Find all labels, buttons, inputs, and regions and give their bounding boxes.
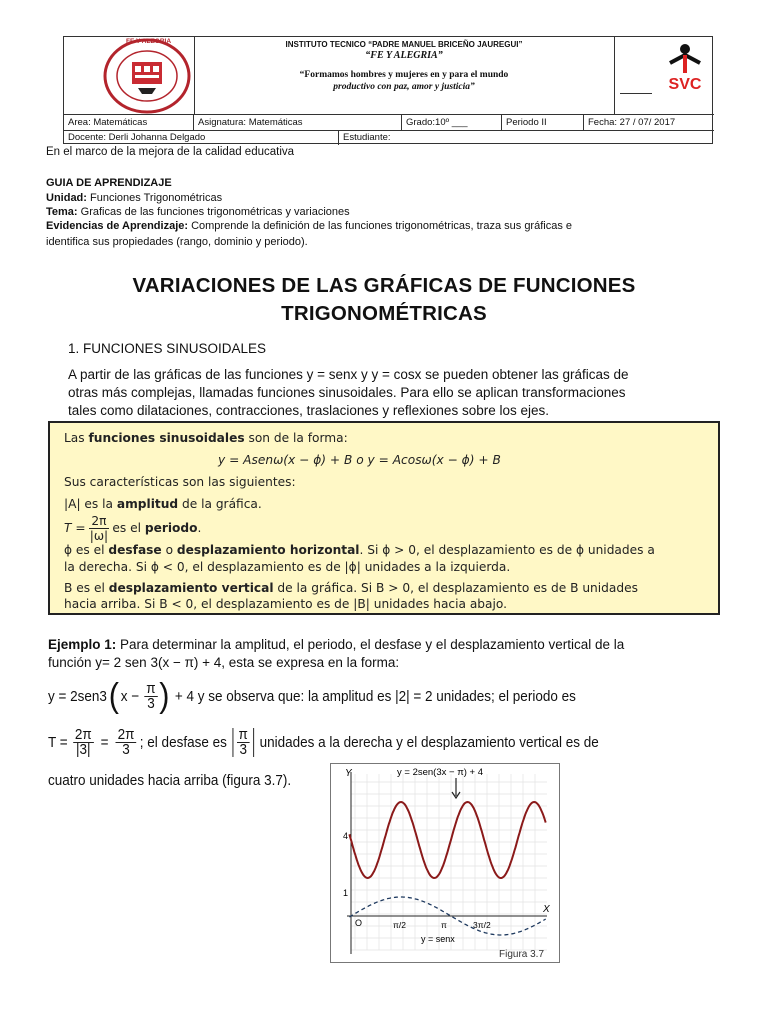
- example-line-2: función y= 2 sen 3(x − π) + 4, esta se expresa en la forma:: [48, 655, 400, 670]
- periodo-cell: Periodo II: [502, 115, 584, 131]
- header-row-1: [64, 114, 714, 131]
- evidencias-line-2: identifica sus propiedades (rango, dominio y periodo).: [46, 236, 308, 248]
- box-l5c: periodo: [144, 521, 198, 535]
- definition-box: [48, 421, 720, 615]
- header-row-2: [64, 130, 714, 145]
- estudiante-cell: Estudiante:: [343, 132, 391, 143]
- box-l4a: |A| es la: [64, 497, 117, 511]
- box-l5b: es el: [112, 521, 145, 535]
- example-text-1: Para determinar la amplitud, el periodo, el desfase y el desplazamiento vertical de la: [116, 637, 625, 652]
- eq1-den: 3: [147, 694, 155, 712]
- header-table: [63, 36, 713, 144]
- eq1-num: π: [146, 679, 156, 697]
- figure-grid: [351, 774, 547, 950]
- equation-line-3: cuatro unidades hacia arriba (figura 3.7).: [48, 772, 292, 789]
- box-l1a: Las: [64, 431, 89, 445]
- eq2-eq: =: [100, 733, 109, 751]
- box-line-4: [64, 497, 262, 511]
- figure-3-7: [330, 763, 560, 963]
- docente-cell: Docente: Derli Johanna Delgado: [64, 131, 339, 145]
- guide-title: GUIA DE APRENDIZAJE: [46, 177, 172, 189]
- box-l5d: .: [197, 521, 202, 535]
- example-label: Ejemplo 1:: [48, 637, 117, 652]
- paren-close: ): [159, 677, 170, 715]
- tema-label: Tema:: [46, 206, 78, 218]
- paren-open: (: [108, 677, 119, 715]
- box-l8a: B es el: [64, 581, 109, 595]
- blank-line: [620, 93, 652, 94]
- eq1a: y = 2sen3: [48, 687, 107, 705]
- senx-label: y = senx: [421, 934, 455, 944]
- x-axis-label: X: [543, 904, 550, 915]
- box-l6b: desfase: [108, 543, 162, 557]
- eq2-den3: 3: [239, 740, 247, 758]
- intro-line: En el marco de la mejora de la calidad educativa: [46, 146, 295, 158]
- tick-pi-half: π/2: [393, 920, 406, 930]
- box-l4c: de la gráfica.: [178, 497, 262, 511]
- period-den: |ω|: [89, 529, 109, 543]
- eq2-num1: 2π: [74, 725, 92, 743]
- phrase-line-2: productivo con paz, amor y justicia”: [333, 82, 475, 92]
- eq1-fraction: [145, 679, 158, 712]
- eq2a: T =: [48, 733, 68, 751]
- header-right-cell: [614, 37, 714, 114]
- period-num: 2π: [91, 514, 107, 528]
- box-l6e: . Si ϕ > 0, el desplazamiento es de ϕ unidades a: [359, 543, 655, 557]
- box-l8c: de la gráfica. Si B > 0, el desplazamiento es de B unidades: [273, 581, 638, 595]
- unidad-label: Unidad:: [46, 192, 87, 204]
- box-formula: y = Asenω(x − ϕ) + B o y = Acosω(x − ϕ) + B: [218, 453, 501, 467]
- area-cell: Area: Matemáticas: [64, 115, 194, 131]
- fecha-cell: Fecha: 27 / 07/ 2017: [588, 117, 676, 128]
- eq2-fraction-2: [116, 725, 136, 758]
- main-title: [30, 272, 738, 328]
- grado-cell: Grado:10º ___: [402, 115, 502, 131]
- period-fraction: [89, 514, 108, 543]
- tick-origin: O: [355, 918, 363, 928]
- box-l6d: desplazamiento horizontal: [176, 543, 360, 557]
- eq2-den1: |3|: [75, 740, 91, 758]
- eq1c: + 4 y se observa que: la amplitud es |2| = 2 unidades; el periodo es: [174, 687, 576, 705]
- box-l6a: ϕ es el: [64, 543, 109, 557]
- tick-4: 4: [343, 831, 349, 841]
- eq2-den2: 3: [122, 740, 130, 758]
- abs-bars: [232, 725, 254, 758]
- institute-name: INSTITUTO TECNICO “PADRE MANUEL BRICEÑO JAUREGUI”: [285, 40, 523, 49]
- box-line-9: hacia arriba. Si B < 0, el desplazamiento es de |B| unidades hacia abajo.: [64, 597, 508, 611]
- box-l1b: funciones sinusoidales: [88, 431, 245, 445]
- box-l5a: T =: [64, 521, 90, 535]
- asignatura-cell: Asignatura: Matemáticas: [194, 115, 402, 131]
- eq2-num3: π: [238, 725, 248, 743]
- equation-line-1: [48, 676, 576, 716]
- eq2b: ; el desfase es: [139, 733, 227, 751]
- example-line-1: [48, 636, 624, 654]
- evidencias-line: [46, 220, 722, 232]
- figure-caption: Figura 3.7: [499, 949, 545, 960]
- curve-label: y = 2sen(3x − π) + 4: [397, 767, 484, 778]
- section1-heading: 1. FUNCIONES SINUSOIDALES: [68, 341, 267, 356]
- box-line-3: Sus características son las siguientes:: [64, 475, 296, 489]
- box-line-6: [64, 543, 655, 557]
- equation-line-2: [48, 722, 599, 762]
- evidencias-label: Evidencias de Aprendizaje:: [46, 220, 189, 232]
- box-l4b: amplitud: [116, 497, 179, 511]
- school-seal-logo: [102, 38, 192, 114]
- box-l8b: desplazamiento vertical: [108, 581, 274, 595]
- section1-para-1: A partir de las gráficas de las funciones y = senx y y = cosx se pueden obtener las gráficas de: [68, 367, 629, 382]
- section1-para-3: tales como dilataciones, contracciones, traslaciones y reflexiones sobre los ejes.: [68, 403, 549, 418]
- box-line-5: [64, 514, 201, 543]
- tick-pi: π: [441, 920, 447, 930]
- box-line-1: [64, 431, 348, 445]
- evidencias-value: Comprende la definición de las funciones trigonométricas, traza sus gráficas e: [188, 220, 573, 232]
- tick-1: 1: [343, 888, 349, 898]
- tema-value: Graficas de las funciones trigonométricas y variaciones: [77, 206, 350, 218]
- svc-text: SVC: [668, 76, 702, 93]
- figure-plot: [331, 764, 559, 962]
- phrase-line-1: “Formamos hombres y mujeres en y para el mundo: [299, 70, 509, 80]
- tick-3pi-half: 3π/2: [473, 920, 491, 930]
- unidad-line: [46, 192, 222, 204]
- eq2c: unidades a la derecha y el desplazamiento vertical es de: [259, 733, 599, 751]
- main-title-line-1: VARIACIONES DE LAS GRÁFICAS DE FUNCIONES: [132, 274, 636, 297]
- box-l1c: son de la forma:: [244, 431, 348, 445]
- logo-caption: FE Y ALEGRIA: [126, 38, 172, 45]
- unidad-value: Funciones Trigonométricas: [86, 192, 223, 204]
- header-center-cell: [194, 37, 615, 114]
- svc-logo: [658, 39, 712, 101]
- y-axis-label: Y: [345, 768, 352, 779]
- eq1b: x −: [120, 687, 140, 705]
- box-l6c: o: [161, 543, 177, 557]
- motto: “FE Y ALEGRIA”: [365, 50, 443, 61]
- tema-line: [46, 206, 350, 218]
- box-line-8: [64, 581, 638, 595]
- header-logo-cell: [64, 37, 195, 114]
- eq2-num2: 2π: [117, 725, 135, 743]
- main-title-line-2: TRIGONOMÉTRICAS: [281, 302, 487, 325]
- box-line-7: la derecha. Si ϕ < 0, el desplazamiento es de |ϕ| unidades a la izquierda.: [64, 560, 511, 574]
- section1-para-2: otras más complejas, llamadas funciones sinusoidales. Para ello se aplican transformaciones: [68, 385, 626, 400]
- eq2-fraction-1: [73, 725, 93, 758]
- eq2-fraction-3: [237, 725, 250, 758]
